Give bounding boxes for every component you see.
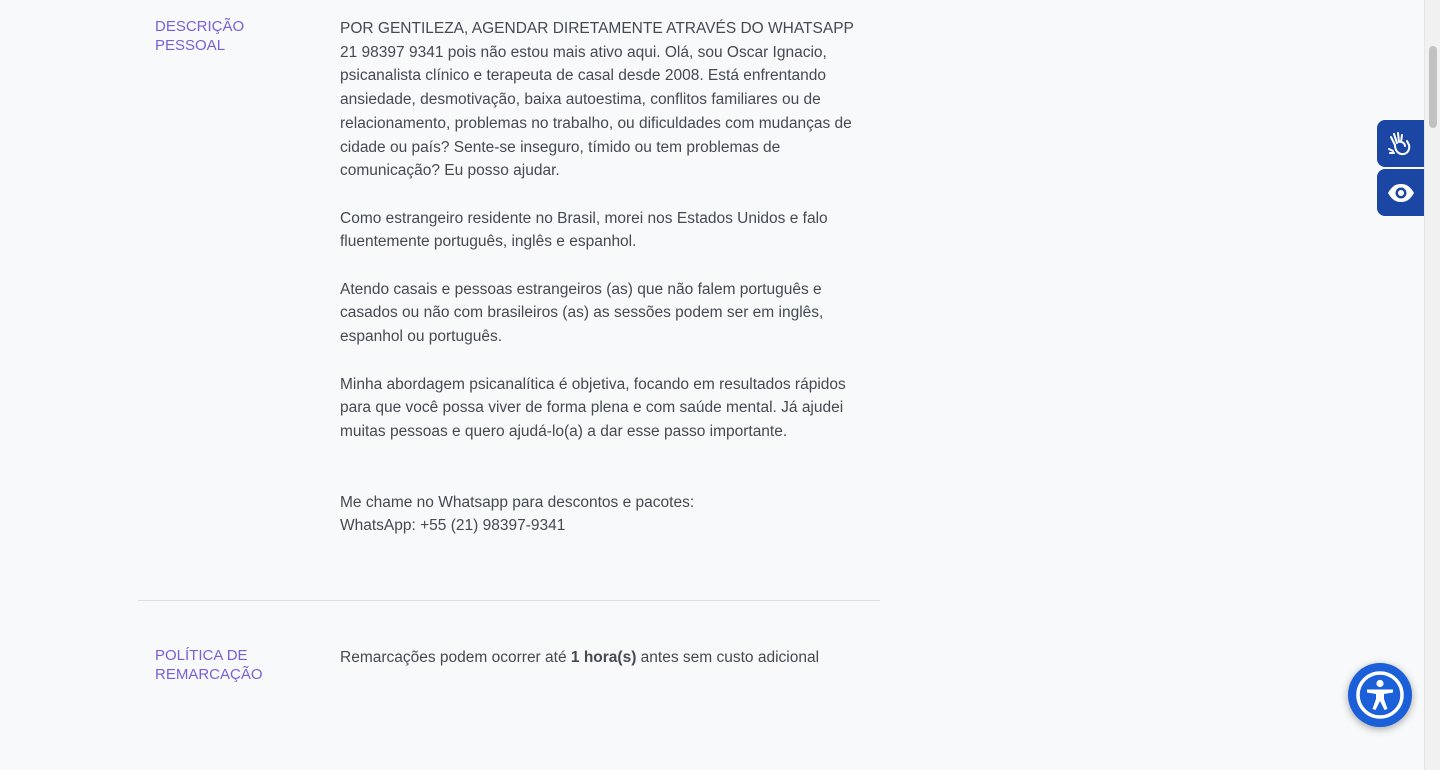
- policy-text-before: Remarcações podem ocorrer até: [340, 649, 571, 666]
- eye-icon: [1386, 178, 1416, 208]
- rescheduling-policy-label: POLÍTICA DE REMARCAÇÃO: [155, 647, 263, 683]
- visual-accessibility-button[interactable]: [1377, 169, 1424, 216]
- description-paragraph: POR GENTILEZA, AGENDAR DIRETAMENTE ATRAVÉS DO WHATSAPP 21 98397 9341 pois não estou mais ativo aqui. Olá, sou Oscar Ignacio, psicanalista clínico e terapeuta de casal desde 2008. Está enfrentando ansiedade, desmotivação, baixa autoestima, conflitos familiares ou de relacionamento, problemas no trabalho, ou dificuldades com mudanças de cidade ou país? Sente-se inseguro, tímido ou tem problemas de comunicação? Eu posso ajudar.: [340, 20, 854, 180]
- policy-hours: 1 hora(s): [570, 649, 637, 666]
- personal-description-section: [138, 0, 880, 600]
- personal-description-label: DESCRIÇÃO PESSOAL: [155, 18, 245, 54]
- contact-line: Me chame no Whatsapp para descontos e pacotes:: [340, 493, 695, 511]
- sign-language-hand-icon: [1386, 129, 1416, 159]
- policy-text-after: antes sem custo adicional: [636, 649, 820, 666]
- accessibility-person-icon: [1353, 668, 1407, 722]
- whatsapp-line: WhatsApp: +55 (21) 98397-9341: [340, 517, 566, 535]
- sign-language-button[interactable]: [1377, 120, 1424, 167]
- page-scrollbar[interactable]: [1424, 0, 1440, 770]
- description-paragraph: Minha abordagem psicanalítica é objetiva, focando em resultados rápidos para que você possa viver de forma plena e com saúde mental. Já ajudei muitas pessoas e quero ajudá-lo(a) a dar esse passo importante.: [340, 375, 846, 440]
- description-paragraph: Atendo casais e pessoas estrangeiros (as) que não falem português e casados ou não com brasileiros (as) as sessões podem ser em inglês, espanhol ou português.: [340, 280, 824, 346]
- description-paragraph: Como estrangeiro residente no Brasil, morei nos Estados Unidos e falo fluentemente português, inglês e espanhol.: [340, 209, 828, 251]
- rescheduling-policy-text: [340, 646, 880, 670]
- scrollbar-thumb[interactable]: [1429, 46, 1437, 128]
- rescheduling-policy-section: [138, 601, 880, 770]
- personal-description-text: [340, 17, 865, 538]
- accessibility-menu-button[interactable]: [1348, 663, 1412, 727]
